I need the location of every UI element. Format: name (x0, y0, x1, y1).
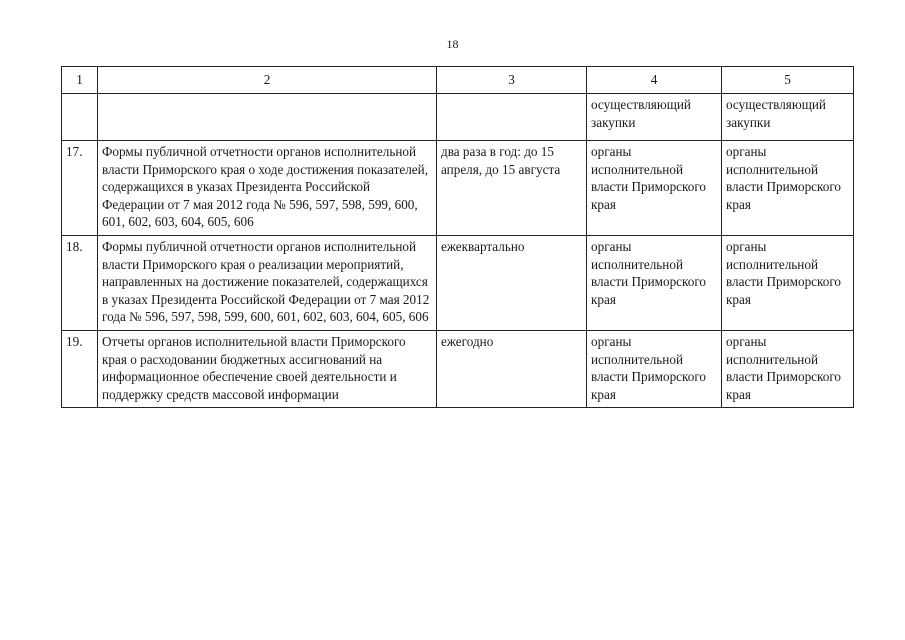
column-header-3: 3 (437, 67, 587, 94)
column-header-2: 2 (98, 67, 437, 94)
responsible-body-col5: органы исполнительной власти Приморского края (722, 330, 854, 407)
table-row (62, 235, 854, 330)
row-number: 17. (62, 141, 98, 236)
continuation-cell-3 (437, 94, 587, 141)
column-header-5: 5 (722, 67, 854, 94)
responsible-body-col4: органы исполнительной власти Приморского края (587, 330, 722, 407)
row-number: 19. (62, 330, 98, 407)
continuation-cell-2 (98, 94, 437, 141)
continuation-cell-5: осуществляющий закупки (722, 94, 854, 141)
table-row (62, 330, 854, 407)
report-name: Формы публичной отчетности органов исполнительной власти Приморского края о ходе достижения показателей, содержащихся в указах Президента Российской Федерации от 7 мая 2012 года № 596, 597, 598, 599, 600, 601, 602, 603, 604, 605, 606 (98, 141, 437, 236)
report-period: ежеквартально (437, 235, 587, 330)
table-header-row (62, 67, 854, 94)
report-period: ежегодно (437, 330, 587, 407)
report-name: Формы публичной отчетности органов исполнительной власти Приморского края о реализации мероприятий, направленных на достижение показателей, содержащихся в указах Президента Российской Федерации от 7 мая 2012 года № 596, 597, 598, 599, 600, 601, 602, 603, 604, 605, 606 (98, 235, 437, 330)
continuation-cell-1 (62, 94, 98, 141)
responsible-body-col4: органы исполнительной власти Приморского края (587, 141, 722, 236)
report-name: Отчеты органов исполнительной власти Приморского края о расходовании бюджетных ассигнований на информационное обеспечение своей деятельности и поддержку средств массовой информации (98, 330, 437, 407)
continuation-cell-4: осуществляющий закупки (587, 94, 722, 141)
table-row (62, 141, 854, 236)
page-number: 18 (446, 37, 459, 51)
responsible-body-col5: органы исполнительной власти Приморского края (722, 235, 854, 330)
responsible-body-col4: органы исполнительной власти Приморского края (587, 235, 722, 330)
row-number: 18. (62, 235, 98, 330)
continuation-row (62, 94, 854, 141)
responsible-body-col5: органы исполнительной власти Приморского края (722, 141, 854, 236)
column-header-4: 4 (587, 67, 722, 94)
reporting-table (61, 66, 854, 408)
column-header-1: 1 (62, 67, 98, 94)
report-period: два раза в год: до 15 апреля, до 15 августа (437, 141, 587, 236)
